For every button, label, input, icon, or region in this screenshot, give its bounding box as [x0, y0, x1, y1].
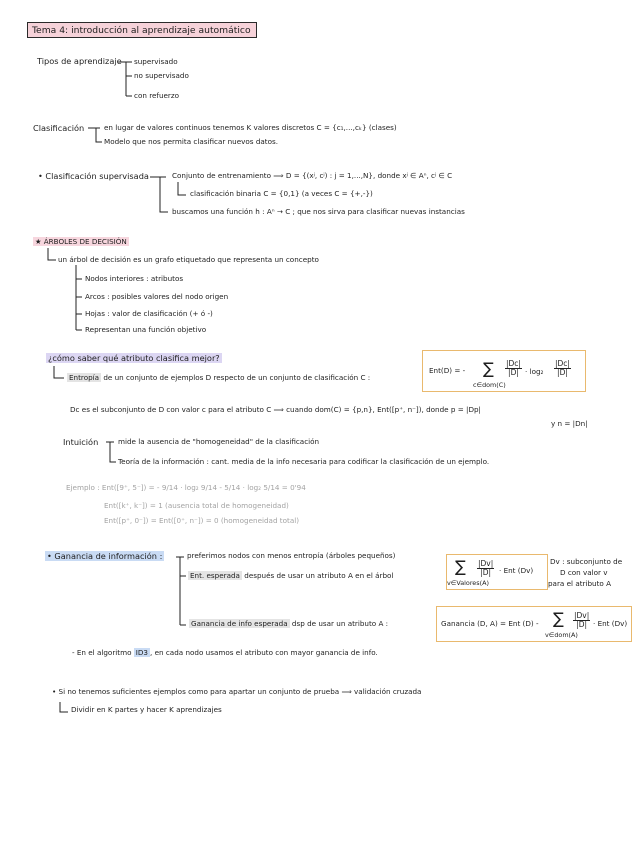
clasificacion-binaria: clasificación binaria C = {0,1} (a veces C = {+,-}) [190, 189, 373, 198]
entropia-log: · log₂ [525, 367, 544, 376]
entropia-frac-den: |D| [508, 367, 519, 377]
ent-esperada-frac-num: |Dv| [478, 559, 494, 568]
id3-line [72, 649, 378, 656]
ejemplo-line2: Ent([k⁺, k⁻]) = 1 (ausencia total de homogeneidad) [104, 501, 289, 510]
atributo-question-text: ¿cómo saber qué atributo clasifica mejor? [48, 353, 220, 363]
gain-line [189, 620, 388, 627]
gain-formula-box [436, 606, 632, 642]
validacion-line1: • Si no tenemos suficientes ejemplos como para apartar un conjunto de prueba ⟹ validación cruzada [52, 687, 422, 696]
intuicion-line1: mide la ausencia de "homogeneidad" de la clasificación [118, 437, 320, 446]
gain-sum-under: v∈dom(A) [545, 631, 578, 639]
page-title: Tema 4: introducción al aprendizaje automático [27, 22, 257, 38]
tipo-item-supervisado: supervisado [134, 57, 178, 66]
entropia-frac2-num: |Dc| [555, 359, 570, 368]
id3-post: , en cada nodo usamos el atributo con mayor ganancia de info. [150, 648, 378, 657]
arboles-heading [33, 238, 129, 245]
ejemplo-line1: Ejemplo : Ent([9⁺, 5⁻]) = - 9/14 · log₂ 9/14 - 5/14 · log₂ 5/14 = 0'94 [66, 483, 306, 492]
supervisada-label: • Clasificación supervisada [38, 171, 149, 181]
gain-ent-dv: · Ent (Dv) [593, 619, 628, 628]
arbol-item-nodos: Nodos interiores : atributos [85, 274, 184, 283]
gain-frac-num: |Dv| [574, 611, 590, 620]
ent-esperada-text: después de usar un atributo A en el árbol [241, 571, 394, 580]
entropia-line [67, 374, 370, 381]
arbol-item-funcion: Representan una función objetivo [85, 325, 207, 334]
arbol-item-arcos: Arcos : posibles valores del nodo origen [85, 292, 229, 301]
entropia-frac [505, 360, 522, 377]
ent-esperada-highlight: Ent. esperada [190, 571, 240, 580]
sigma-icon: ∑ [483, 359, 494, 378]
ganancia-label [45, 552, 164, 560]
intuicion-label: Intuición [63, 437, 99, 447]
clasificacion-label: Clasificación [33, 123, 85, 133]
ejemplo-line3: Ent([p⁺, 0⁻]) = Ent([0⁺, n⁻]) = 0 (homogeneidad total) [104, 516, 300, 525]
arboles-heading-text: ★ ÁRBOLES DE DECISIÓN [35, 237, 127, 246]
atributo-question [46, 354, 222, 362]
funcion-h: buscamos una función h : Aⁿ → C ; que nos sirva para clasificar nuevas instancias [172, 207, 465, 216]
gain-frac-den: |D| [576, 619, 588, 629]
tipos-label: Tipos de aprendizaje [37, 56, 122, 66]
ent-esperada-frac [477, 560, 494, 577]
conjunto-entrenamiento: Conjunto de entrenamiento ⟹ D = {(xʲ, cʲ) : j = 1,...,N}, donde xʲ ∈ Aⁿ, cʲ ∈ C [172, 171, 453, 180]
clasificacion-line2: Modelo que nos permita clasificar nuevos datos. [104, 137, 279, 146]
ent-esperada-sum-under: v∈Valores(A) [447, 579, 489, 587]
ganancia-label-text: • Ganancia de información : [47, 551, 163, 561]
ent-esperada-formula-box [446, 554, 548, 590]
entropia-frac-num: |Dc| [506, 359, 521, 368]
sigma-icon-2: ∑ [455, 557, 466, 576]
dc-line: Dc es el subconjunto de D con valor c para el atributo C ⟹ cuando dom(C) = {p,n}, Ent([p⁺, n⁻]), donde p = |Dp| [70, 405, 481, 414]
ganancia-pref: preferimos nodos con menos entropía (árboles pequeños) [187, 551, 396, 560]
dv-note-1: Dv : subconjunto de [550, 557, 623, 566]
gain-highlight: Ganancia de info esperada [191, 619, 288, 628]
entropia-text: de un conjunto de ejemplos D respecto de un conjunto de clasificación C : [101, 373, 371, 382]
ent-esperada-frac-den: |D| [480, 567, 492, 577]
id3-pre: - En el algoritmo [72, 648, 134, 657]
dv-note-2: D con valor v [560, 568, 608, 577]
ent-esperada-ent-dv: · Ent (Dv) [499, 566, 534, 575]
ent-esperada-line [188, 572, 393, 579]
sigma-icon-3: ∑ [553, 609, 564, 628]
arboles-definicion: un árbol de decisión es un grafo etiquetado que representa un concepto [58, 255, 319, 264]
entropia-frac2 [554, 360, 571, 377]
gain-text: dsp de usar un atributo A : [289, 619, 389, 628]
gain-frac [573, 612, 590, 629]
entropia-frac2-den: |D| [557, 367, 568, 377]
dv-note-3: para el atributo A [548, 579, 612, 588]
entropia-formula-box [422, 350, 586, 392]
tipo-item-refuerzo: con refuerzo [134, 91, 180, 100]
entropia-sum-under: c∈dom(C) [473, 381, 506, 389]
intuicion-line2: Teoría de la información : cant. media de la info necesaria para codificar la clasificación de un ejemplo. [118, 457, 490, 466]
entropia-highlight: Entropía [69, 373, 100, 382]
tipo-item-no-supervisado: no supervisado [134, 71, 189, 80]
gain-formula-lhs: Ganancia (D, A) = Ent (D) - [441, 619, 539, 628]
dc-line2: y n = |Dn| [551, 419, 588, 428]
id3-highlight: ID3 [135, 648, 149, 657]
entropia-formula-lhs: Ent(D) = - [429, 366, 466, 375]
arbol-item-hojas: Hojas : valor de clasificación (+ ó -) [85, 309, 213, 318]
validacion-line2: Dividir en K partes y hacer K aprendizajes [71, 705, 222, 714]
clasificacion-line1: en lugar de valores continuos tenemos K valores discretos C = {c₁,...,cₖ} (clases) [104, 123, 397, 132]
